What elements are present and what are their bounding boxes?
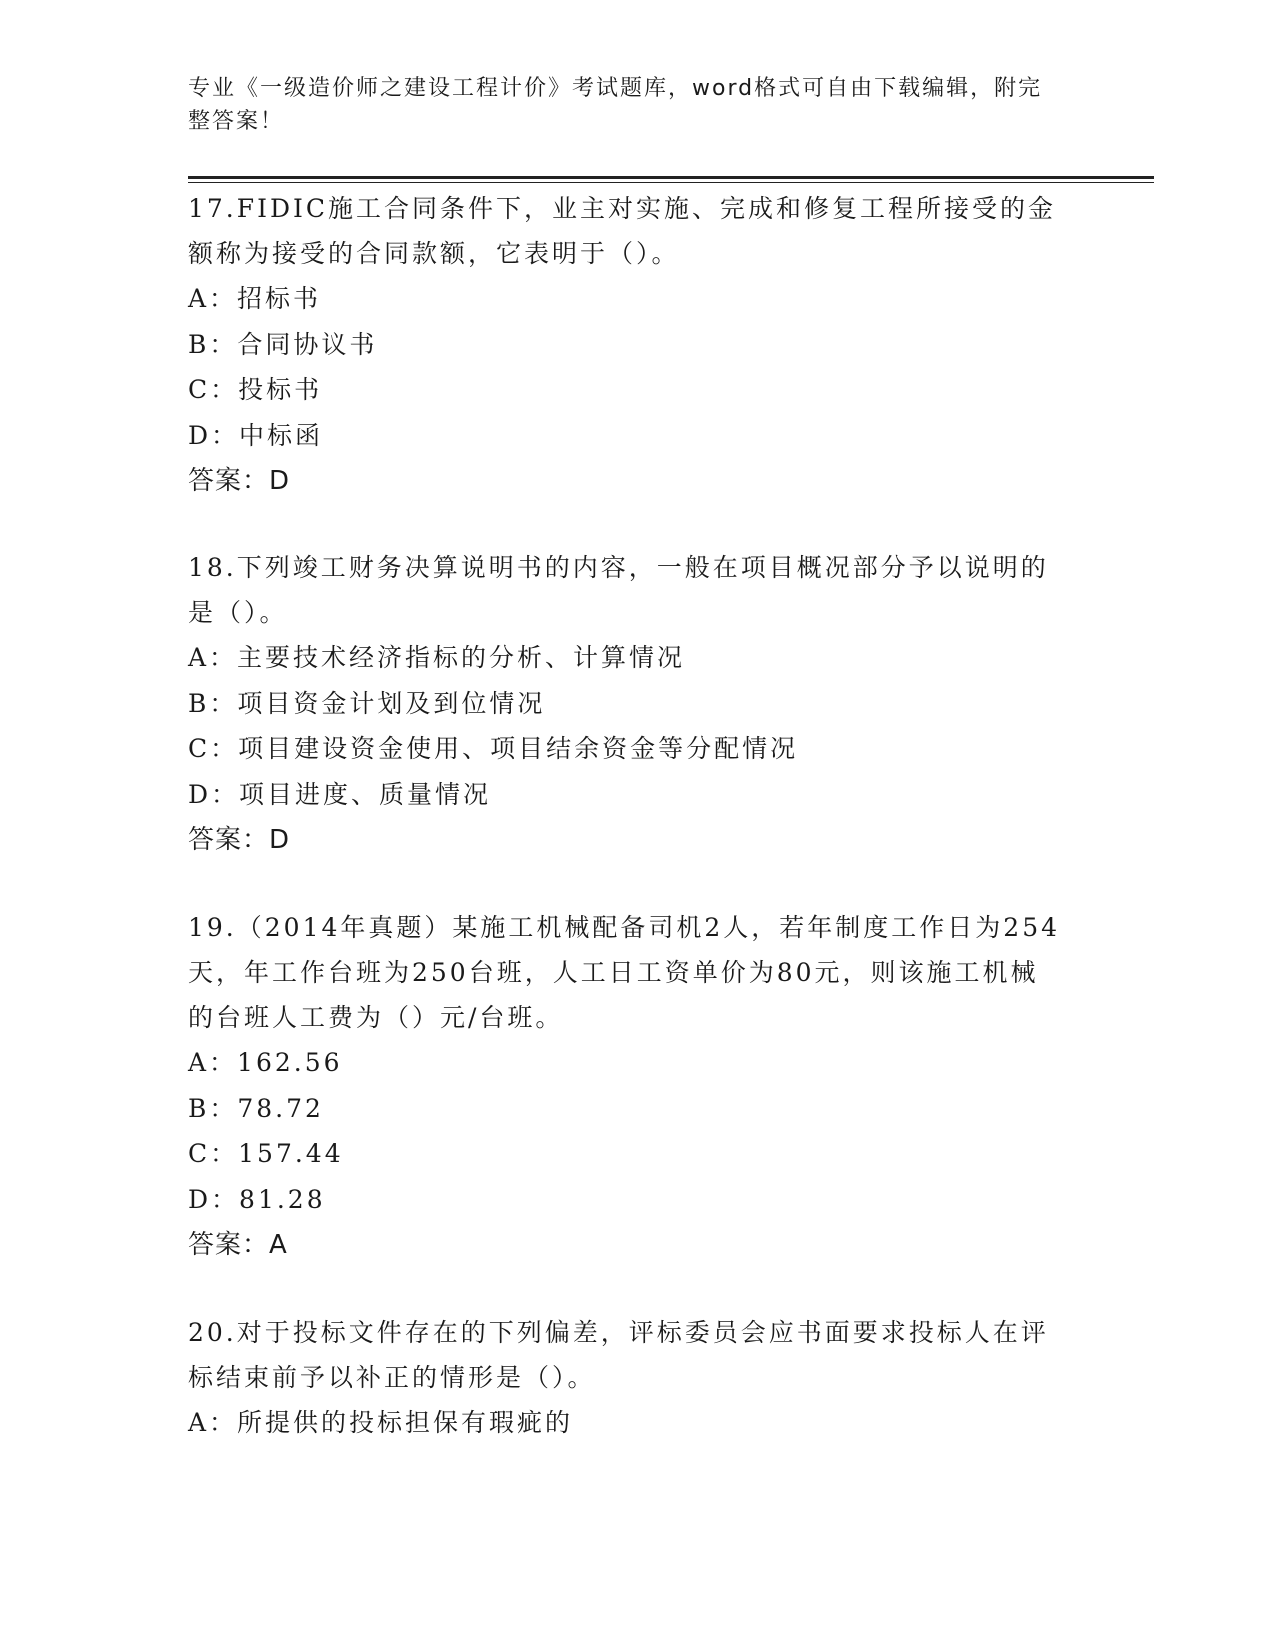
option-a: A：招标书 — [188, 284, 322, 313]
question-stem-line: 17.FIDIC施工合同条件下，业主对实施、完成和修复工程所接受的金 — [188, 194, 1057, 223]
question-stem-line: 是（）。 — [188, 598, 288, 627]
question-stem-line: 19.（2014年真题）某施工机械配备司机2人，若年制度工作日为254 — [188, 913, 1061, 942]
question-18 — [188, 545, 1088, 863]
header-line-1: 专业《一级造价师之建设工程计价》考试题库，word格式可自由下载编辑，附完 — [188, 76, 1043, 101]
document-header — [188, 72, 1068, 138]
question-stem-line: 的台班人工费为（）元/台班。 — [188, 1003, 564, 1032]
option-b: B：合同协议书 — [188, 329, 378, 359]
question-stem-line: 标结束前予以补正的情形是（）。 — [188, 1363, 596, 1392]
question-stem-line: 天，年工作台班为250台班，人工日工资单价为80元，则该施工机械 — [188, 958, 1039, 987]
option-c: C：157.44 — [188, 1139, 344, 1168]
question-17 — [188, 186, 1088, 504]
question-stem-line: 18.下列竣工财务决算说明书的内容，一般在项目概况部分予以说明的 — [188, 553, 1049, 582]
header-line-2: 整答案！ — [188, 109, 285, 134]
question-19 — [188, 905, 1088, 1268]
answer: 答案：D — [188, 825, 291, 855]
option-a: A：主要技术经济指标的分析、计算情况 — [188, 643, 686, 672]
question-stem-line: 20.对于投标文件存在的下列偏差，评标委员会应书面要求投标人在评 — [188, 1318, 1049, 1347]
option-c: C：项目建设资金使用、项目结余资金等分配情况 — [188, 734, 799, 763]
option-b: B：78.72 — [188, 1093, 324, 1123]
option-c: C：投标书 — [188, 375, 323, 404]
question-20 — [188, 1310, 1088, 1446]
header-divider-thin — [188, 182, 1154, 183]
header-divider-thick — [188, 176, 1154, 179]
question-stem-line: 额称为接受的合同款额，它表明于（）。 — [188, 239, 680, 268]
option-a: A：162.56 — [188, 1048, 343, 1077]
option-a: A：所提供的投标担保有瑕疵的 — [188, 1408, 574, 1437]
option-d: D：项目进度、质量情况 — [188, 779, 492, 809]
option-d: D：中标函 — [188, 420, 324, 450]
answer: 答案：D — [188, 466, 291, 496]
option-b: B：项目资金计划及到位情况 — [188, 688, 546, 718]
answer: 答案：A — [188, 1230, 288, 1260]
option-d: D：81.28 — [188, 1184, 326, 1214]
